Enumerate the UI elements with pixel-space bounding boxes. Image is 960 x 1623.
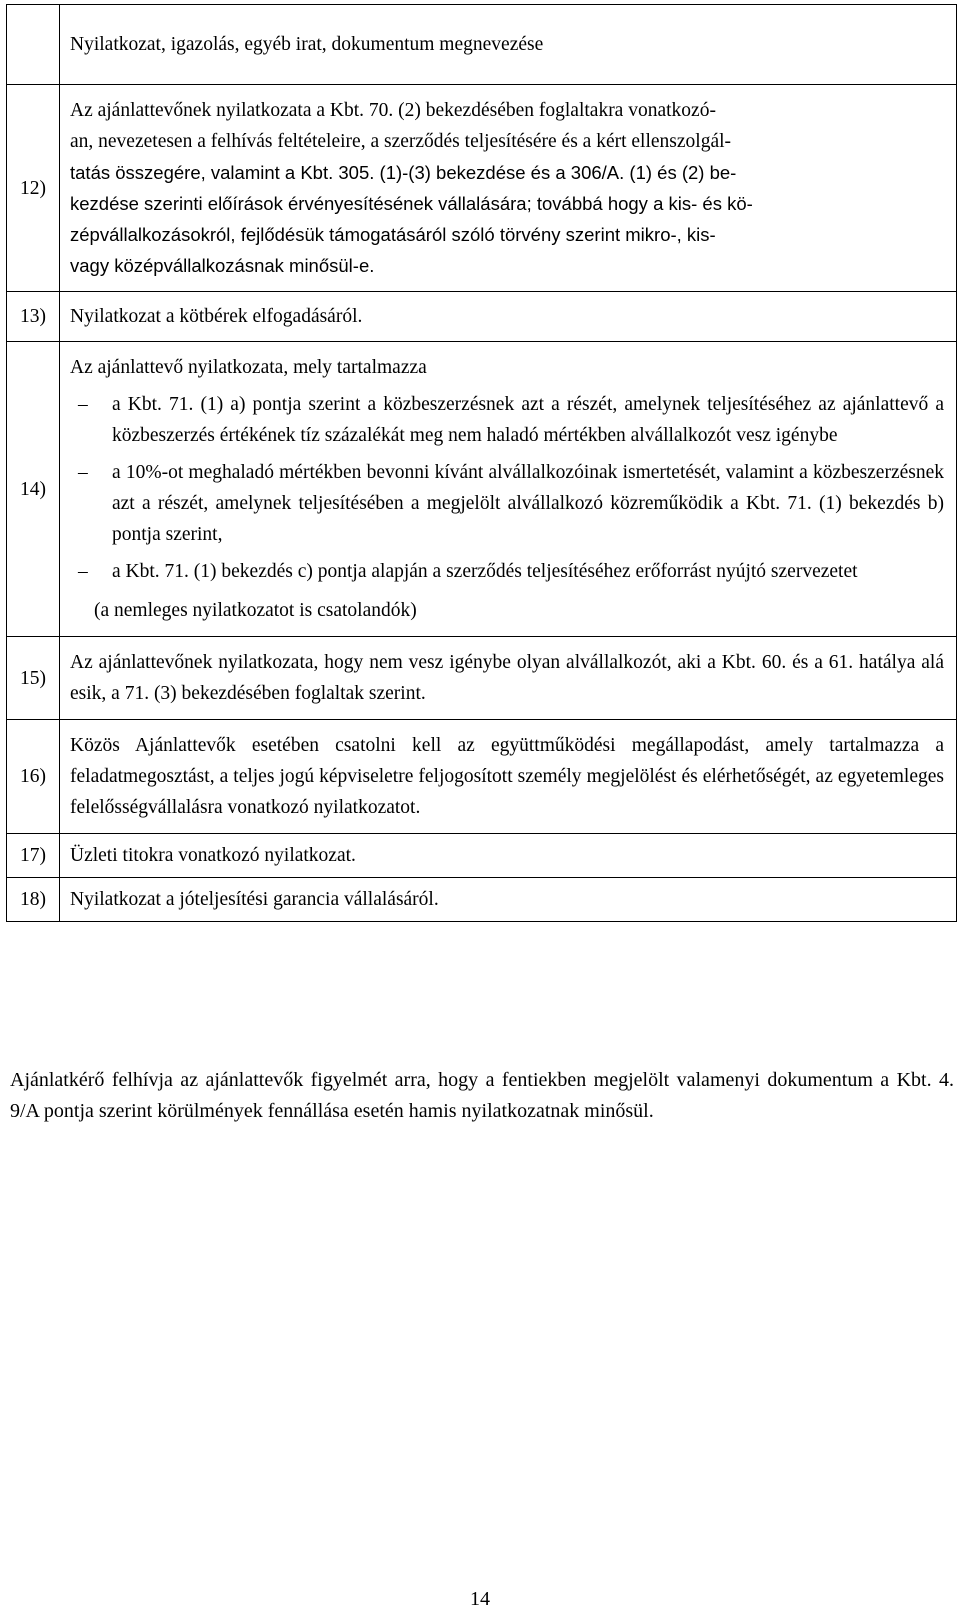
- row-12-line: an, nevezetesen a felhívás feltételeire, a szerződés teljesítésére és a kért ellenszolgál-: [70, 131, 732, 152]
- table-row: [7, 637, 957, 720]
- row-number: 12): [7, 85, 60, 292]
- row-12-line: zépvállalkozásokról, fejlődésük támogatásáról szóló törvény szerint mikro-, kis-: [70, 224, 716, 245]
- row-number: 14): [7, 342, 60, 637]
- row-number: 17): [7, 834, 60, 878]
- row-16-text: Közös Ajánlattevők esetében csatolni kell az együttműködési megállapodást, amely tartalmazza a feladatmegosztást, a teljes jogú képviseletre feljogosított személy megjelölést és elérhetőségét, az egyetemleges felelősségvállalásra vonatkozó nyilatkozatot.: [60, 720, 957, 834]
- row-number: 13): [7, 292, 60, 342]
- row-number: 18): [7, 878, 60, 922]
- row-13-text: Nyilatkozat a kötbérek elfogadásáról.: [60, 292, 957, 342]
- table-row: [7, 292, 957, 342]
- table-row: [7, 85, 957, 292]
- row-14-list: [70, 389, 944, 587]
- row-number: 15): [7, 637, 60, 720]
- table-row: [7, 878, 957, 922]
- header-title: Nyilatkozat, igazolás, egyéb irat, dokumentum megnevezése: [60, 5, 957, 85]
- page-number: 14: [470, 1588, 490, 1610]
- list-item-text: a 10%-ot meghaladó mértékben bevonni kívánt alvállalkozóinak ismertetését, valamint a közbeszerzésnek azt a részét, amelynek teljesítésében a megjelölt alvállalkozó közreműködik a Kbt. 71. (1) bekezdés b) pontja szerint,: [112, 462, 944, 545]
- dash-bullet: –: [78, 462, 88, 483]
- table-row: [7, 342, 957, 637]
- header-num-cell: [7, 5, 60, 85]
- row-14-content: [60, 342, 957, 637]
- row-18-text: Nyilatkozat a jóteljesítési garancia vállalásáról.: [60, 878, 957, 922]
- table-row: [7, 720, 957, 834]
- table-row: [7, 834, 957, 878]
- row-number: 16): [7, 720, 60, 834]
- dash-bullet: –: [78, 394, 88, 415]
- row-12-line: tatás összegére, valamint a Kbt. 305. (1)-(3) bekezdése és a 306/A. (1) és (2) be-: [70, 162, 737, 183]
- row-12-line: kezdése szerinti előírások érvényesítésének vállalására; továbbá hogy a kis- és kö-: [70, 193, 753, 214]
- list-item-text: a Kbt. 71. (1) a) pontja szerint a közbeszerzésnek azt a részét, amelynek teljesítéséhez az ajánlattevő a közbeszerzés értékének tíz százalékát meg nem haladó mértékben alvállalkozót vesz igénybe: [112, 394, 944, 446]
- row-14-intro: Az ajánlattevő nyilatkozata, mely tartalmazza: [70, 357, 427, 378]
- list-item: [70, 457, 944, 550]
- footer-paragraph: Ajánlatkérő felhívja az ajánlattevők figyelmét arra, hogy a fentiekben megjelölt valamenyi dokumentum a Kbt. 4. 9/A pontja szerint körülmények fennállása esetén hamis nyilatkozatnak minősül.: [10, 1069, 954, 1122]
- list-item: [70, 556, 944, 587]
- row-12-line: vagy középvállalkozásnak minősül-e.: [70, 255, 375, 276]
- table-header-row: [7, 5, 957, 85]
- row-17-text: Üzleti titokra vonatkozó nyilatkozat.: [60, 834, 957, 878]
- row-12-line: Az ajánlattevőnek nyilatkozata a Kbt. 70. (2) bekezdésében foglaltakra vonatkozó-: [70, 100, 716, 121]
- dash-bullet: –: [78, 561, 88, 582]
- row-15-text: Az ajánlattevőnek nyilatkozata, hogy nem vesz igénybe olyan alvállalkozót, aki a Kbt. 60. és a 61. hatálya alá esik, a 71. (3) bekezdésében foglaltak szerint.: [60, 637, 957, 720]
- row-14-note: (a nemleges nyilatkozatot is csatolandók): [94, 600, 417, 621]
- row-12-content: [60, 85, 957, 292]
- list-item: [70, 389, 944, 451]
- document-table: [6, 4, 957, 922]
- list-item-text: a Kbt. 71. (1) bekezdés c) pontja alapján a szerződés teljesítéséhez erőforrást nyújtó szervezetet: [112, 561, 858, 582]
